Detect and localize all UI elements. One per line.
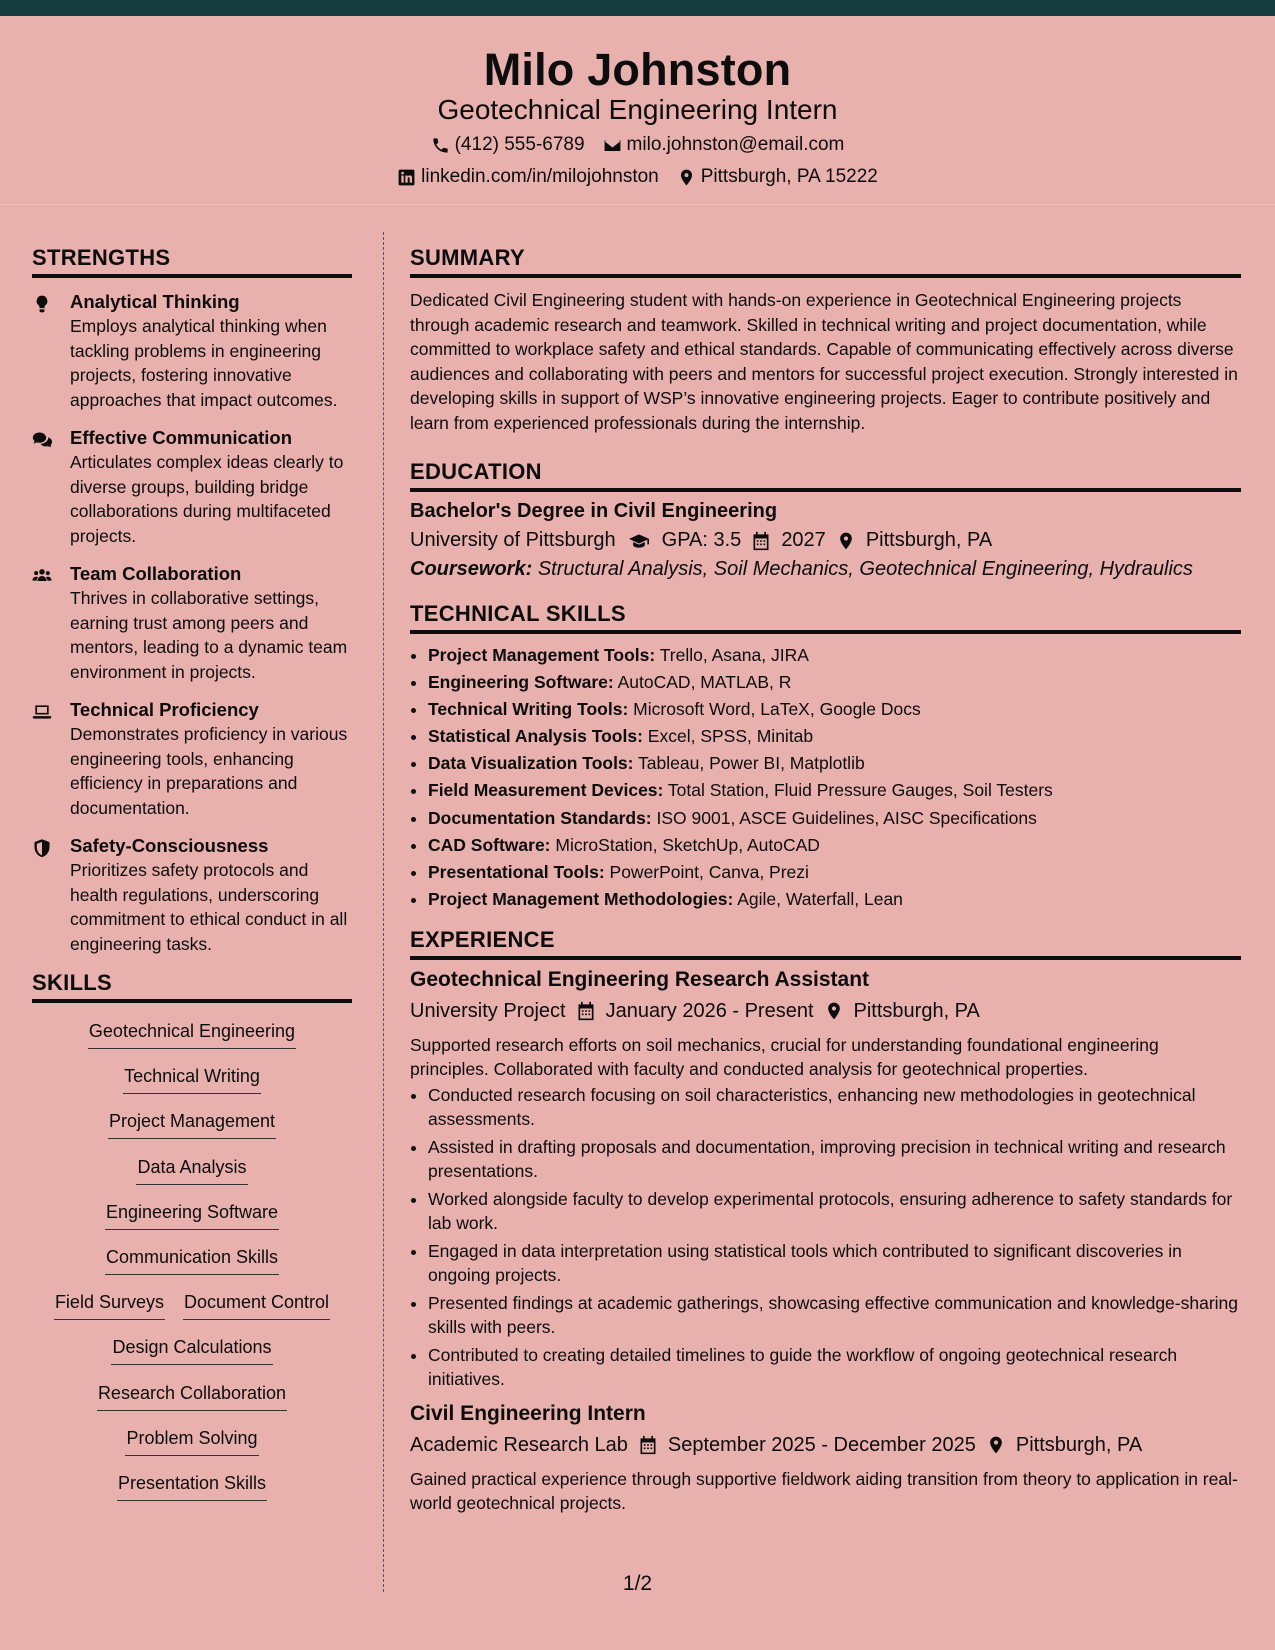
linkedin-contact[interactable] xyxy=(397,166,659,188)
tech-skill-item xyxy=(428,669,1241,696)
strength-title: Team Collaboration xyxy=(70,563,242,584)
linkedin-url[interactable]: linkedin.com/in/milojohnston xyxy=(421,166,659,187)
skill-tag: Field Surveys xyxy=(54,1290,165,1320)
tech-skill-item xyxy=(428,696,1241,723)
strengths-list xyxy=(32,290,352,956)
tech-skill-value: Excel, SPSS, Minitab xyxy=(647,726,814,747)
header-separator xyxy=(0,204,1275,205)
graduation-year: 2027 xyxy=(781,529,826,551)
tech-skill-label: Project Management Tools: xyxy=(428,645,656,665)
job-bullet: • Contributed to creating detailed timelines to guide the workflow of ongoing geotechnical research initiatives. xyxy=(428,1343,1241,1392)
skill-tag: Technical Writing xyxy=(123,1064,261,1094)
job-dates: January 2026 - Present xyxy=(605,999,814,1022)
tech-skill-value: ISO 9001, ASCE Guidelines, AISC Specifications xyxy=(656,807,1037,828)
technical-skills-list xyxy=(410,642,1241,913)
job-title: Civil Engineering Intern xyxy=(410,1401,646,1425)
strength-description: Articulates complex ideas clearly to diverse groups, building bridge collaborations during multifaceted projects. xyxy=(70,452,344,546)
strength-item xyxy=(32,426,352,548)
tech-skill-label: Project Management Methodologies: xyxy=(428,888,734,909)
job-meta xyxy=(410,1434,1241,1457)
strength-item xyxy=(32,698,352,820)
strength-description: Employs analytical thinking when tackling problems in engineering projects, fostering innovative approaches that impact outcomes. xyxy=(70,316,338,410)
job-bullet: • Worked alongside faculty to develop experimental protocols, ensuring adherence to safety standards for lab work. xyxy=(428,1187,1241,1236)
education-details xyxy=(410,529,1241,552)
tech-skill-label: Statistical Analysis Tools: xyxy=(428,726,643,747)
skill-tag: Design Calculations xyxy=(111,1335,272,1365)
skill-tag: Geotechnical Engineering xyxy=(88,1019,296,1049)
job-description: Gained practical experience through supportive fieldwork aiding transition from theory to application in real-world geotechnical projects. xyxy=(410,1468,1238,1514)
gpa-text: GPA: 3.5 xyxy=(661,529,742,551)
email-contact[interactable] xyxy=(603,134,845,156)
map-pin-icon xyxy=(986,1435,1006,1455)
strength-title: Technical Proficiency xyxy=(70,699,259,720)
summary-text: Dedicated Civil Engineering student with hands-on experience in Geotechnical Engineering projects through academic research and teamwork. Skilled in technical writing and project documentation, while committed to workplace safety and ethical standards. Capable of communicating effectively across diverse audiences and collaborating with peers and mentors for successful project execution. Strongly interested in developing skills in support of WSP’s innovative engineering projects. Eager to contribute positively and learn from experienced professionals during the internship. xyxy=(410,290,1238,433)
tech-skill-value: Microsoft Word, LaTeX, Google Docs xyxy=(633,699,921,720)
school-location: Pittsburgh, PA xyxy=(865,529,993,551)
school-name: University of Pittsburgh xyxy=(410,529,616,551)
strengths-heading: STRENGTHS xyxy=(32,245,352,278)
calendar-icon xyxy=(576,1001,596,1021)
left-column xyxy=(32,245,352,1516)
job-bullet: • Assisted in drafting proposals and documentation, improving precision in technical writing and research presentations. xyxy=(428,1135,1241,1184)
tech-skill-item xyxy=(428,805,1241,832)
map-pin-icon xyxy=(836,531,856,551)
envelope-icon xyxy=(603,136,622,155)
tech-skill-value: Agile, Waterfall, Lean xyxy=(737,888,903,909)
shield-icon xyxy=(32,838,52,858)
strength-description: Thrives in collaborative settings, earning trust among peers and mentors, leading to a dynamic team environment in projects. xyxy=(70,588,348,682)
calendar-icon xyxy=(638,1435,658,1455)
technical-skills-heading: TECHNICAL SKILLS xyxy=(410,601,1241,634)
job-title: Geotechnical Engineering Research Assistant xyxy=(410,967,870,991)
job-bullet: • Conducted research focusing on soil characteristics, enhancing new methodologies in geotechnical assessments. xyxy=(428,1083,1241,1132)
summary-heading: SUMMARY xyxy=(410,245,1241,278)
strength-title: Safety-Consciousness xyxy=(70,835,269,856)
strength-item xyxy=(32,290,352,412)
phone-contact xyxy=(431,134,585,156)
coursework-label: Coursework: xyxy=(410,558,533,580)
tech-skill-label: Engineering Software: xyxy=(428,672,614,693)
job-meta xyxy=(410,1000,1241,1023)
skill-tag: Data Analysis xyxy=(136,1155,247,1185)
degree-title: Bachelor's Degree in Civil Engineering xyxy=(410,500,778,522)
job-location: Pittsburgh, PA xyxy=(853,999,980,1022)
column-divider xyxy=(383,232,384,1592)
job-description: Supported research efforts on soil mechanics, crucial for understanding foundational engineering principles. Collaborated with faculty and conducted analysis for geotechnical properties. xyxy=(410,1034,1159,1080)
job-location: Pittsburgh, PA xyxy=(1015,1433,1143,1456)
job-bullets xyxy=(410,1083,1241,1392)
tech-skill-value: Trello, Asana, JIRA xyxy=(659,645,809,665)
job-organization: University Project xyxy=(410,999,566,1022)
graduation-cap-icon xyxy=(626,531,652,551)
map-pin-icon xyxy=(677,168,696,187)
page-number: 1/2 xyxy=(622,1572,653,1595)
skills-heading: SKILLS xyxy=(32,970,352,1003)
calendar-icon xyxy=(751,531,771,551)
education-heading: EDUCATION xyxy=(410,459,1241,492)
tech-skill-label: Technical Writing Tools: xyxy=(428,699,629,720)
strength-description: Demonstrates proficiency in various engineering tools, enhancing efficiency in preparations and documentation. xyxy=(70,724,348,818)
tech-skill-label: Data Visualization Tools: xyxy=(428,753,634,774)
job-dates: September 2025 - December 2025 xyxy=(667,1433,976,1456)
tech-skill-label: Presentational Tools: xyxy=(428,861,605,882)
linkedin-icon xyxy=(397,168,416,187)
tech-skill-item xyxy=(428,777,1241,804)
tech-skill-value: AutoCAD, MATLAB, R xyxy=(617,672,792,693)
experience-heading: EXPERIENCE xyxy=(410,927,1241,960)
contact-row-1 xyxy=(0,134,1275,156)
tech-skill-label: Documentation Standards: xyxy=(428,807,652,828)
skills-list xyxy=(32,1019,352,1516)
contact-row-2 xyxy=(0,166,1275,188)
skill-tag: Communication Skills xyxy=(105,1245,279,1275)
tech-skill-value: Tableau, Power BI, Matplotlib xyxy=(638,753,865,774)
tech-skill-item xyxy=(428,642,1241,669)
coursework xyxy=(410,558,1241,581)
skill-tag: Research Collaboration xyxy=(97,1381,287,1411)
strength-description: Prioritizes safety protocols and health regulations, underscoring commitment to ethical conduct in all engineering tasks. xyxy=(70,860,348,954)
tech-skill-value: PowerPoint, Canva, Prezi xyxy=(609,861,809,882)
phone-icon xyxy=(431,136,450,155)
skill-tag: Problem Solving xyxy=(125,1426,258,1456)
tech-skill-value: MicroStation, SketchUp, AutoCAD xyxy=(555,834,820,855)
lightbulb-icon xyxy=(32,294,52,314)
tech-skill-item xyxy=(428,750,1241,777)
tech-skill-label: Field Measurement Devices: xyxy=(428,780,664,801)
users-icon xyxy=(32,566,52,586)
job-bullet: • Presented findings at academic gatherings, showcasing effective communication and knowledge-sharing skills with peers. xyxy=(428,1291,1241,1340)
tech-skill-item xyxy=(428,859,1241,886)
map-pin-icon xyxy=(824,1001,844,1021)
tech-skill-item xyxy=(428,832,1241,859)
resume-header xyxy=(0,16,1275,204)
job-organization: Academic Research Lab xyxy=(410,1433,628,1456)
location-text: Pittsburgh, PA 15222 xyxy=(700,166,878,187)
tech-skill-item xyxy=(428,723,1241,750)
email-address[interactable]: milo.johnston@email.com xyxy=(626,134,845,155)
comments-icon xyxy=(32,430,52,450)
strength-title: Effective Communication xyxy=(70,427,293,448)
phone-number: (412) 555-6789 xyxy=(454,134,585,155)
strength-item xyxy=(32,562,352,684)
strength-item xyxy=(32,834,352,956)
coursework-list: Structural Analysis, Soil Mechanics, Geotechnical Engineering, Hydraulics xyxy=(537,558,1193,580)
skill-tag: Document Control xyxy=(183,1290,330,1320)
right-column xyxy=(410,245,1241,1516)
top-accent-bar xyxy=(0,0,1275,16)
candidate-name: Milo Johnston xyxy=(483,44,792,95)
tech-skill-item xyxy=(428,886,1241,913)
location-contact xyxy=(677,166,878,188)
tech-skill-label: CAD Software: xyxy=(428,834,551,855)
skill-tag: Presentation Skills xyxy=(117,1471,267,1501)
laptop-icon xyxy=(32,702,52,722)
tech-skill-value: Total Station, Fluid Pressure Gauges, Soil Testers xyxy=(667,780,1053,801)
candidate-title: Geotechnical Engineering Intern xyxy=(437,94,838,125)
skill-tag: Project Management xyxy=(108,1109,276,1139)
strength-title: Analytical Thinking xyxy=(70,291,240,312)
job-bullet: • Engaged in data interpretation using statistical tools which contributed to significant discoveries in ongoing projects. xyxy=(428,1239,1241,1288)
skill-tag: Engineering Software xyxy=(105,1200,279,1230)
